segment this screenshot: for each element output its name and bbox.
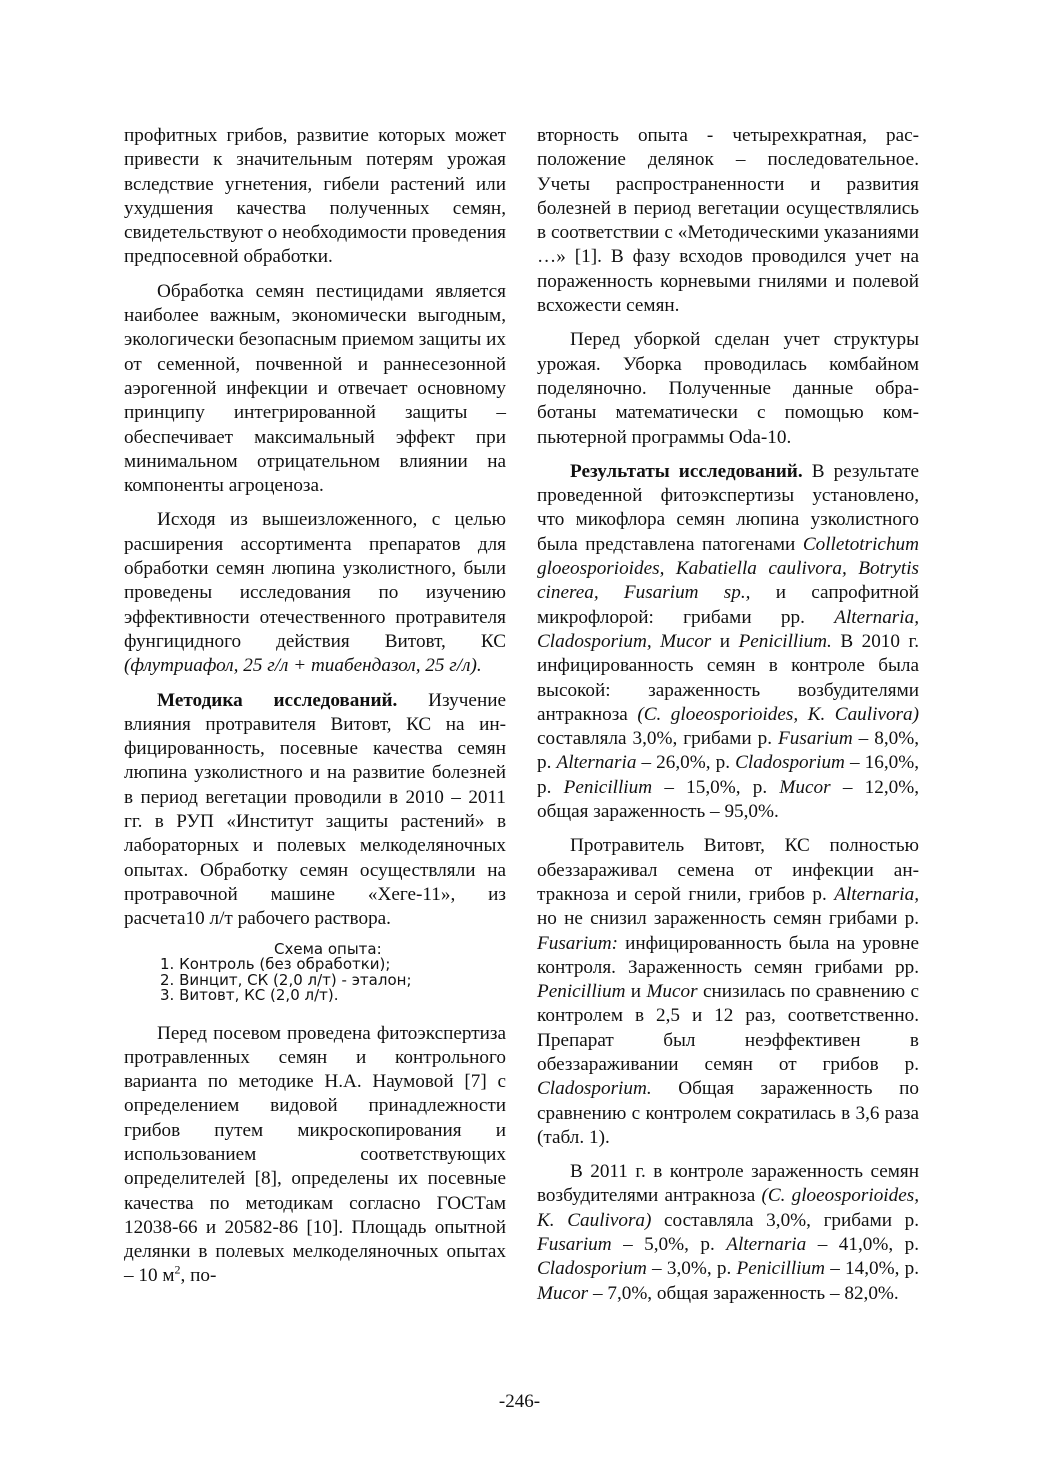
scheme-item: 1. Контроль (без обработки); (160, 955, 391, 973)
paragraph: профитных грибов, развитие которых может привести к значительным потерям урожая вследствие угнетения, гибели растений или ухудшения качества полученных семян, свидетельствуют о необходимости проведения предпосевной обработки. (124, 125, 506, 268)
page-number: -246- (498, 1391, 541, 1412)
scheme-title: Схема опыта: (274, 939, 382, 958)
paragraph: вторность опыта - четырехкратная, расположение делянок – последовательное. Учеты распространенности и развития болезней в период вегетации осуществлялись в соответствии с «Методическими указаниями …» [1]. В фазу всходов проводился учет на пораженность корневыми гнилями и полевой всхожести семян. (537, 125, 919, 317)
right-column (537, 124, 919, 1316)
paragraph: В 2011 г. в контроле зараженность семян возбудителями антракноза (C. gloeosporioides, K. Caulivora) составляла 3,0%, грибами р. Fusarium – 5,0%, р. Alternaria – 41,0%, р. Cladosporium – 3,0%, р. Penicillium – 14,0%, р. Mucor – 7,0%, общая зараженность – 82,0%. (537, 1161, 920, 1304)
paragraph: Перед уборкой сделан учет структуры урожая. Уборка проводилась комбайном поделяночно. Полученные данные обработаны математически с помощью компьютерной программы Oda-10. (537, 329, 919, 448)
experiment-scheme (124, 939, 506, 1004)
section-heading: Результаты исследований. (570, 460, 803, 482)
section-heading: Методика исследований. (157, 689, 398, 711)
methods-paragraph: Методика исследований. Изучение влияния протравителя Витовт, КС на инфицированность, посевные качества семян люпина узколистного и на развитие болезней в период вегетации проводили в 2010 – 2011 гг. в РУП «Институт защиты растений» в лабораторных и полевых мелкоделяночных опытах. Обработку семян осуществляли на протравочной машине «Хеге-11», из расчета10 л/т рабочего раствора. (124, 689, 506, 930)
scheme-item: 3. Витовт, КС (2,0 л/т). (160, 986, 339, 1004)
paragraph: Исходя из вышеизложенного, с целью расширения ассортимента препаратов для обработки семян люпина узколистного, были проведены исследования по изучению эффективности отечественного протравителя фунгицидного действия Витовт, КС (флутриафол, 25 г/л + тиабендазол, 25 г/л). (124, 509, 506, 677)
left-column (124, 124, 506, 1299)
scheme-item: 2. Винцит, СК (2,0 л/т) - эталон; (160, 970, 412, 989)
paragraph: Протравитель Витовт, КС полностью обеззараживал семена от инфекции антракноза и серой гнили, грибов р. Alternaria, но не снизил зараженность семян грибами р. Fusarium: инфицированность была на уровне контроля. Зараженность семян грибами рр. Penicillium и Mucor снизилась по сравнению с контролем в 2,5 и 12 раз, соответственно. Препарат был неэффективен в обеззараживании семян от грибов р. Cladosporium. Общая зараженность по сравнению с контролем сократилась в 3,6 раза (табл. 1). (537, 835, 919, 1148)
paragraph: Перед посевом проведена фитоэкспертиза протравленных семян и контрольного варианта по методике Н.А. Наумовой [7] с определением видовой принадлежности грибов путем микроскопирования и использованием соответствующих определителей [8], определены их посевные качества по методикам согласно ГОСТам 12038-66 и 20582-86 [10]. Площадь опытной делянки в полевых мелкоделяночных опытах – 10 $м^2$, по- (124, 1022, 506, 1287)
results-paragraph: Результаты исследований. В результате проведенной фитоэкспертизы установлено, что микофлора семян люпина узколистного была представлена патогенами Colletotrichum gloeosporioides, Kabatiella caulivora, Botrytis cinerea, Fusarium sp., и сапрофитной микрофлорой: грибами рр. Alternaria, Cladosporium, Mucor и Penicillium. В 2010 г. инфицированность семян в контроле была высокой: зараженность возбудителями антракноза (C. gloeosporioides, K. Caulivora) составляла 3,0%, грибами р. Fusarium – 8,0%, р. Alternaria – 26,0%, р. Cladosporium – 16,0%, р. Penicillium – 15,0%, р. Mucor – 12,0%, общая зараженность – 95,0%. (537, 460, 920, 823)
paragraph: Обработка семян пестицидами является наиболее важным, экономически выгодным, экологически безопасным приемом защиты их от семенной, почвенной и раннесезонной аэрогенной инфекции и отвечает основному принципу интегрированной защиты – обеспечивает максимальный эффект при минимальном отрицательном влиянии на компоненты агроценоза. (124, 280, 506, 497)
